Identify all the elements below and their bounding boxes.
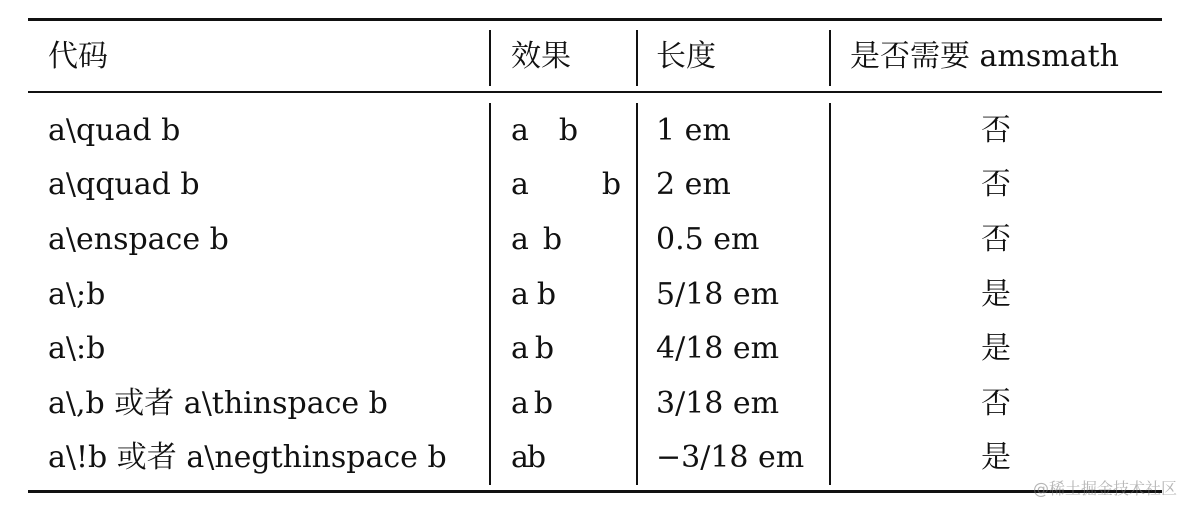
col-separator bbox=[829, 30, 831, 86]
bottom-rule bbox=[28, 490, 1162, 493]
code-cell: a\!b 或者 a\negthinspace b bbox=[48, 440, 447, 475]
header-rule bbox=[28, 91, 1162, 93]
header-amsmath: 是否需要 amsmath bbox=[850, 39, 1119, 74]
length-cell: 3/18 em bbox=[656, 386, 780, 421]
length-cell: 2 em bbox=[656, 167, 731, 202]
effect-cell: a b bbox=[511, 222, 563, 257]
code-cell: a\enspace b bbox=[48, 222, 229, 257]
length-cell: 0.5 em bbox=[656, 222, 760, 257]
length-cell: 5/18 em bbox=[656, 277, 780, 312]
code-cell: a\:b bbox=[48, 331, 106, 366]
length-cell: 1 em bbox=[656, 113, 731, 148]
effect-cell: a b bbox=[511, 277, 557, 312]
code-cell: a\quad b bbox=[48, 113, 181, 148]
effect-cell: a b bbox=[511, 331, 555, 366]
header-effect: 效果 bbox=[511, 39, 571, 74]
effect-cell: a b bbox=[511, 113, 579, 148]
col-separator bbox=[829, 103, 831, 485]
effect-cell: ab bbox=[511, 440, 547, 475]
col-separator bbox=[636, 30, 638, 86]
col-separator bbox=[489, 30, 491, 86]
length-cell: −3/18 em bbox=[656, 440, 805, 475]
code-cell: a\,b 或者 a\thinspace b bbox=[48, 386, 388, 421]
effect-cell: a b bbox=[511, 167, 622, 202]
col-separator bbox=[489, 103, 491, 485]
header-length: 长度 bbox=[656, 39, 716, 74]
effect-cell: a b bbox=[511, 386, 554, 421]
col-separator bbox=[636, 103, 638, 485]
code-cell: a\qquad b bbox=[48, 167, 200, 202]
watermark: @稀土掘金技术社区 bbox=[1032, 479, 1177, 498]
length-cell: 4/18 em bbox=[656, 331, 780, 366]
top-rule bbox=[28, 18, 1162, 21]
code-cell: a\;b bbox=[48, 277, 106, 312]
header-code: 代码 bbox=[48, 39, 108, 74]
